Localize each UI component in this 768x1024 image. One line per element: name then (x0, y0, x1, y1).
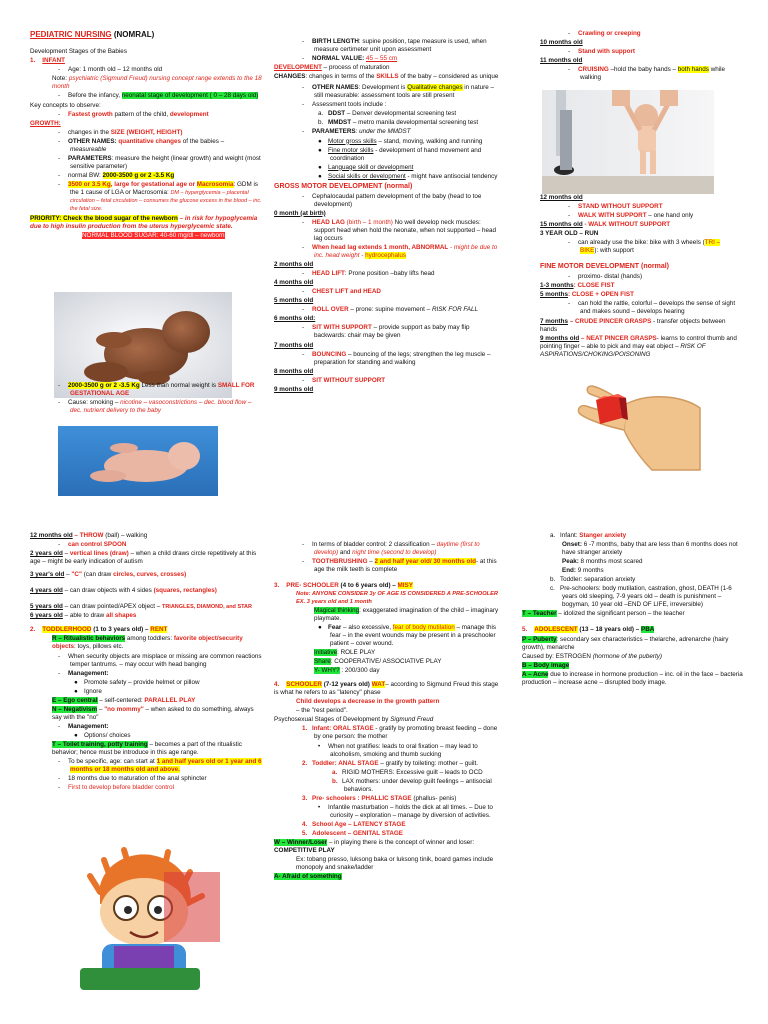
fear-text: – also excessive, (341, 623, 393, 631)
dm-detail: DM – hyperglycemia – placental circulation – fetal circulation – consumes the glucose excess in the blood – inc. the fetal size. (70, 189, 262, 213)
other-names-label: OTHER NAMES (312, 84, 359, 92)
key-concepts: Key concepts to observe: (30, 101, 101, 109)
stand-with-support: Stand with support (578, 48, 636, 56)
options-choices: Options/ choices (84, 731, 131, 739)
column-top-right: - Crawling or creeping 10 months old - Stand with support 11 months old - CRUISING –hold the baby hands – both hands while walking 12 months old - STAND WITHOUT SUPPORT - WALK WITH SUPPORT – one hand only 15 months old - WALK WITHOUT SUPPORT 3 YEAR OLD – RUN - can already use the bike: bike with 3 wheels (TRI – BIKE): with support FINE MOTOR DEVELOPMENT (normal) - proximo- distal (hands) 1-3 months: CLOSE FIST 5 months: CLOSE + OPEN FIST - can hold the rattle, colorful – develops the sense of sight and makes sound – develops hearing 7 months – CRUDE PINCER GRASPS - transfer objects between hands 9 months old – NEAT PINCER GRASPS- learns to control thumb and pointing finger – able to pick and may eat object – RISK OF ASPIRATIONS/CHOKING/POISONING (540, 30, 740, 380)
r-letter: R (52, 635, 57, 643)
infantile-masturbation: Infantile masturbation – holds the dick at all times. – Due to curiosity – exploration – manage by diversion of activities. (328, 803, 493, 819)
age-10-months: 10 months old (540, 39, 583, 47)
night-time: night time (second to develop) (352, 549, 437, 557)
sga-label: SMALL FOR GESTATIONAL AGE (70, 382, 255, 398)
column-bottom-right (522, 532, 744, 762)
throw-text: (ball) – walking (103, 532, 148, 539)
head-lift-label: HEAD LIFT (312, 270, 345, 278)
parameters-label: PARAMETERS (312, 128, 356, 136)
toilet-training: T – Toilet training, potty training (52, 740, 148, 748)
toys-pillows: : toys, pillows etc. (74, 643, 124, 651)
normal-bw-value: 2000-3500 g or 2 -3.5 Kg (102, 171, 175, 179)
other-names-text: of the babies – (181, 137, 225, 145)
e-letter: E (52, 696, 57, 704)
age-4-years: 4 years old (30, 587, 63, 595)
fear-manage: – manage this fear – in the event wounds may be present in a preschooler patient – cover wound. (330, 623, 497, 648)
all-shapes: all shapes (105, 612, 137, 620)
neat-pincer: – NEAT PINCER GRASPS (579, 334, 657, 342)
list-letter: b. (332, 777, 338, 785)
ignore: Ignore (84, 687, 102, 695)
no-mommy: "no mommy" (104, 705, 144, 713)
specific-age: To be specific, age: can start at (68, 758, 157, 766)
games-example: Ex: tobang presso, luksong baka or luksong tinik, board games include monopoly and snake/ladder (296, 856, 494, 872)
normal-value-label: NORMAL VALUE: (312, 55, 366, 63)
social-skill-text: - might have antisocial tendency (405, 172, 498, 180)
rattle-text: can hold the rattle, colorful – develops the sense of sight and makes sound – develops hearing (578, 300, 736, 316)
adolescent-range: (13 – 18 years old) – (577, 626, 642, 634)
crude-pincer: – CRUDE PINCER GRASPS (568, 317, 652, 325)
neat-pincer-text: - learns to control thumb and pointing finger – able to pick and may eat object – (540, 334, 737, 350)
list-number: 3. (274, 582, 280, 590)
sit-with-support-text: – provide support as baby may flip backwards: chair may be given (314, 324, 470, 340)
growth-heading: GROWTH: (30, 119, 61, 127)
list-number: 2. (30, 626, 36, 634)
dash: – (64, 571, 72, 579)
ddst-label: DDST (328, 110, 346, 118)
assessment-tools: Assessment tools include : (312, 101, 387, 109)
bouncing-text: – bouncing of the legs; strengthen the leg muscle – preparation for standing and walking (314, 350, 491, 366)
magical-thinking: Magical thinking (314, 606, 360, 614)
teacher-label: T – Teacher (522, 610, 557, 618)
changes-text: changes in the (68, 128, 111, 136)
fine-motor-label: Fine motor skills (328, 146, 374, 154)
age-8-months: 8 months old (274, 367, 314, 375)
separation-anxiety: Toddler: separation anxiety (560, 576, 636, 584)
growth-decrease: Child develops a decrease in the growth pattern (296, 698, 440, 706)
dash: – (62, 550, 70, 558)
priority-text: – in risk for hypoglycemia due to high insulin production from the uterus hyperglycemic state. (30, 215, 258, 231)
normal-value: 45 – 55 cm (366, 55, 398, 63)
motor-gross-label: Motor gross skills (328, 137, 377, 145)
cause-label: Cause: smoking – (68, 399, 121, 407)
throw-label: – THROW (72, 532, 104, 539)
age-5-years: 5 years old (30, 603, 63, 611)
newborn-small-image (58, 426, 218, 496)
bike-text: can already use the bike: bike with 3 wheels ( (578, 239, 705, 247)
genital-stage: Adolescent – GENITAL STAGE (312, 830, 403, 837)
measureable: measureable (70, 145, 107, 153)
triangles: TRIANGLES, DIAMOND, and STAR (161, 604, 253, 611)
puberty-label: Puberty (533, 635, 557, 643)
rest-period: – the "rest period". (296, 707, 348, 715)
acne-text: due to increase in hormone production – inc. oil in the face – bacteria production – increase acne – disrupted body image. (522, 670, 743, 686)
stranger-anxiety: Stanger anxiety (579, 532, 627, 539)
misy-label: MISY (397, 582, 413, 590)
parameters-text: : measure the height (linear growth) and weight (most sensitive parameter) (70, 154, 261, 170)
list-number: 1. (302, 725, 308, 733)
fastest-text: pattern of the child, (112, 110, 170, 118)
four-sides: – can draw objects with 4 sides (62, 587, 154, 595)
crude-pincer-text: - transfer objects between hands (540, 317, 726, 333)
onset-text: 6 -7 months, baby that are less than 6 months does not have stranger anxiety (562, 541, 738, 557)
squares: (squares, rectangles) (153, 587, 217, 595)
vertical-lines: vertical lines (draw) (69, 550, 129, 558)
parameters-text: : under the MMDST (355, 128, 411, 136)
schooler-heading: SCHOOLER (286, 681, 322, 689)
cause-text: nicotine – vasoconstrictions – dec. blood flow – dec. nutrient delivery to the baby (70, 399, 252, 415)
small-weight: 2000-3500 g or 2 -3.5 Kg (68, 382, 140, 389)
cruising-text: –hold the baby hands – (608, 66, 678, 74)
age-15-months: 15 months old (540, 221, 583, 229)
other-names-label: OTHER NAMES: (68, 137, 119, 145)
development-heading: DEVELOPMENT (274, 64, 322, 72)
hydrocephalus: hydrocephalus (365, 252, 407, 260)
toddlerhood-heading: TODDLERHOOD (42, 626, 92, 634)
list-letter: c. (550, 585, 555, 593)
teacher-text: – idolized the significant person – the teacher (556, 610, 685, 618)
age-range: Age: 1 month old – 12 months old (68, 66, 163, 74)
language-skill: Language skill or development (328, 163, 414, 171)
baby-cruising-image (542, 90, 714, 194)
changes-text: : changes in terms of the (305, 73, 377, 81)
dash: – (97, 705, 105, 713)
size-label: SIZE (110, 128, 125, 136)
age-6-months: 6 months old: (274, 315, 316, 323)
normal-bw-label: normal BW: (68, 171, 103, 179)
other-names-text: : Development is (358, 84, 408, 92)
tri-bike: TRI – BIKE (580, 239, 721, 255)
security-objects-text: When security objects are misplace or missing are common reactions temper tantrums. – may occur with head banging (68, 652, 262, 668)
freud-name: Sigmund Freud (390, 716, 434, 724)
doc-title: PEDIATRIC NURSING (30, 30, 112, 39)
bouncing-label: BOUNCING (312, 350, 347, 358)
milk-teeth: - at this age the milk teeth is complete (314, 558, 497, 574)
onset-label: Onset: (562, 541, 582, 549)
peak-text: 8 months most scared (578, 558, 643, 566)
list-number: 1. (30, 57, 36, 65)
daytime: daytime (first to develop) (314, 541, 480, 557)
circles-curves: circles, curves, crosses) (113, 571, 187, 579)
dash: – (526, 635, 534, 643)
normal-blood-sugar: NORMAL BLOOD SUGAR: 40-60 mg/dl – newborn (82, 232, 225, 240)
oral-stage: Infant: ORAL STAGE (312, 725, 374, 733)
list-letter: a. (550, 532, 556, 539)
age-3-years: 3 year's old (30, 571, 65, 579)
head-lift-text: : Prone position –baby lifts head (344, 270, 435, 278)
negativism-text: – when asked to do something, always say with the "no" (52, 705, 254, 721)
macrosomia: Macrosomia (196, 180, 234, 188)
column-top-left: PEDIATRIC NURSING (NOMRAL) Development Stages of the Babies 1. INFANT - Age: 1 month old – 12 months old Note: psychiatric (Sigmund Freud) nursing concept range extends to the 18 month - Before the infancy, neonatal stage of development ( 0 – 28 days old) Key concepts to observe: - Fastest growth pattern of the child, development GROWTH: - changes in the SIZE (WEIGHT, HEIGHT) - OTHER NAMES: quantitative changes of the babies – measureable - PARAMETERS: measure the height (linear growth) and weight (most sensitive parameter) - normal BW: 2000-3500 g or 2 -3.5 Kg - 3500 or 3.5 Kg, large for gestational age or Macrosomia: GDM is the 1 cause of LGA or Macrosomia: DM – hyperglycemia – placental circulation – fetal circulation – consumes the glucose excess in the blood – inc. the fetal size. PRIORITY: Check the blood sugar of the newborn – in risk for hypoglycemia due to high insulin production from the uterus hyperglycemic state. NORMAL BLOOD SUGAR: 40-60 mg/dl – newborn (30, 30, 262, 430)
changes-text-end: of the baby – considered as unique (398, 73, 499, 81)
ritualistic-text: among toddlers: (125, 635, 174, 643)
roll-over-text: – prone: supine movement – (348, 306, 432, 314)
draw-text: – able to draw (62, 612, 106, 620)
puberty-text: : secondary sex characteristics – thelarche, adrenarche (hairy growth), menarche (522, 635, 729, 651)
walk-without-support: - WALK WITHOUT SUPPORT (582, 221, 671, 229)
head-lag-range: (birth – 1 month) (344, 218, 393, 226)
list-number: 3. (302, 794, 308, 802)
toilet-text: – becomes a part of the ritualistic behavior; hence must be introduce in this age range. (52, 740, 242, 757)
list-letter: b. (550, 576, 556, 584)
motor-gross-text: – stand, moving, walking and running (376, 137, 483, 145)
proximo-distal: proximo- distal (hands) (578, 273, 643, 281)
ritualistic-label: Ritualistic behaviors (63, 635, 126, 643)
list-letter: a. (318, 110, 324, 118)
management-label: Management: (68, 669, 109, 677)
sit-with-support-label: SIT WITH SUPPORT (312, 324, 372, 332)
preschool-fears: Pre-schoolers: body mutilation, castration, ghost, DEATH (1-6 years old sleeping, 7-9 years old – death is punishment – bogyman, 10 year old –END OF LIFE, irreversible) (560, 585, 732, 609)
birth-length-label: BIRTH LENGTH (312, 38, 359, 45)
changes-label: CHANGES (274, 73, 306, 81)
latency-text: – according to Sigmund Freud this stage is what he refers to as "latency" phase (274, 681, 499, 697)
age-1-3-months: 1-3 months (540, 282, 574, 290)
head-lag-label: HEAD LAG (312, 218, 345, 226)
bladder-text: In terms of bladder control: 2 classification – (312, 541, 437, 548)
gross-motor-heading: GROSS MOTOR DEVELOPMENT (normal) (274, 182, 413, 190)
list-number: 5. (302, 830, 308, 837)
close-fist: : CLOSE FIST (573, 282, 615, 290)
why: Y- WHY? (314, 667, 340, 675)
fastest-dev: development (169, 110, 209, 118)
magical-thinking-text: : exaggerated imagination of the child – imaginary playmate. (314, 606, 499, 622)
age-7-months: 7 months old (274, 341, 314, 349)
role-play: : ROLE PLAY (337, 649, 376, 657)
subtitle: Development Stages of the Babies (30, 48, 127, 56)
peak-label: Peak: (562, 558, 579, 566)
cruising-label: CRUISING (578, 66, 609, 74)
psychosexual-label: Psychosexual Stages of Development by (274, 716, 391, 724)
bike-end: ): with support (594, 247, 634, 255)
age-4-months: 4 months old (274, 279, 314, 287)
development-text: – process of maturation (321, 64, 390, 72)
fine-motor-text: - development of hand movement and coordination (330, 146, 482, 162)
dash: – (56, 635, 64, 643)
neonatal-highlight: neonatal stage of development ( 0 – 28 days old) (121, 92, 259, 100)
age-7-months: 7 months (540, 317, 568, 325)
self-centered: – self-centered: (97, 696, 145, 704)
stand-without-support: STAND WITHOUT SUPPORT (578, 203, 663, 211)
list-number: 2. (302, 759, 308, 767)
pincer-grasp-image (566, 374, 706, 474)
end-text: 9 months (576, 567, 604, 575)
roll-over-label: ROLL OVER (312, 306, 349, 314)
oral-fixation: When not gratifies: leads to oral fixation – may lead to alcoholism, smoking and thumb sucking (328, 742, 478, 758)
skills-label: SKILLS (376, 73, 399, 81)
competitive-play: COMPETITIVE PLAY (274, 847, 335, 855)
gdm-text: : GDM is the 1 cause of LGA or Macrosomia: (70, 180, 259, 196)
infant-label: Infant: (560, 532, 580, 539)
list-letter: a. (332, 768, 338, 776)
phallic-text: (phallus- penis) (411, 794, 457, 802)
neonatal-text: Before the infancy, (68, 92, 122, 100)
age-12-months: 12 months old (540, 194, 583, 201)
negativism: – Negativism (56, 705, 98, 713)
column-top-middle: - BIRTH LENGTH: supine position, tape measure is used, when measure certimeter unit upon assessment - NORMAL VALUE: 45 – 55 cm DEVELOPMENT – process of maturation CHANGES: changes in terms of the SKILLS of the baby – considered as unique - OTHER NAMES: Development is Qualitative changes in nature – still measurable: assessment tools are still present - Assessment tools include : a. DDST – Denver developmental screening test b. MMDST – metro manila developmental screening test - PARAMETERS: under the MMDST ● Motor gross skills – stand, moving, walking and running ● Fine motor skills - development of hand movement and coordination ● Language skill or development ● Social skills or development - might have antisocial tendency GROSS MOTOR DEVELOPMENT (normal) - Cephalocaudal pattern development of the baby (head to toe development) 0 month (at birth) - HEAD LAG (birth – 1 month) No well develop neck muscles: support head when hold the neonate, when not supported – head lag occurs - When head lag extends 1 month, ABNORMAL - might be due to inc. head weight - hydrocephalus 2 months old - HEAD LIFT: Prone position –baby lifts head 4 months old - CHEST LIFT and HEAD 5 months old - ROLL OVER – prone: supine movement – RISK FOR FALL 6 months old: - SIT WITH SUPPORT – provide support as baby may flip backwards: chair may be given 7 months old - BOUNCING – bouncing of the legs; strengthen the leg muscle – preparation for standing and walking 8 months old - SIT WITHOUT SUPPORT 9 months old (274, 38, 502, 478)
winner-text: – in playing there is the concept of winner and loser: (327, 839, 475, 847)
abnormal-text: - might be due to inc. head weight - (314, 243, 498, 260)
birth-length-text: : supine position, tape measure is used, when measure certimeter unit upon assessment (314, 38, 487, 54)
why-text: : 200/300 day (339, 667, 380, 675)
hormone-text: (hormone of the puberty) (592, 652, 663, 660)
other-names-end: in nature – still measurable: assessment tools are still present (314, 84, 495, 100)
acne-label: A – Acne (522, 670, 549, 678)
ego-central: – Ego central (56, 696, 98, 704)
close-open-fist: : CLOSE + OPEN FIST (568, 291, 634, 299)
caused-by: Caused by: ESTROGEN (522, 652, 593, 660)
age-5-months: 5 months (540, 291, 568, 299)
column-bottom-middle: - In terms of bladder control: 2 classification – daytime (first to develop) and night time (second to develop) - TOOTHBRUSHING – 2 and half year old/ 30 months old- at this age the milk teeth is complete 3. PRE- SCHOOLER (4 to 6 years old) – MISY Note: ANYONE CONSIDER 3y OF AGE IS CONSIDERED A PRE-SCHOOLER EX. 3 years old and 1 month Magical thinking: exaggerated imagination of the child – imaginary playmate. ● Fear – also excessive, fear of body mutilation – manage this fear – in the event wounds may be present in a preschooler patient – cover wound. Initiative: ROLE PLAY Share: COOPERATIVE/ ASSOCIATIVE PLAY Y- WHY? : 200/300 day 4. SCHOOLER (7-12 years old) WAT– according to Sigmund Freud this stage is what he refers to as "latency" phase Child develops a decrease in the growth pattern – the "rest period". Psychosexual Stages of Development by Sigmund Freud 1. Infant: ORAL STAGE - gratify by promoting breast feeding – done by one person: the mother • When not gratifies: leads to oral fixation – may lead to alcoholism, smoking and thumb sucking 2. Toddler: ANAL STAGE – gratify by toileting: mother – guilt. a. RIGID MOTHERS: Excessive guilt – leads to OCD b. LAX mothers: under develop guilt feelings – antisocial behaviors. 3. Pre- schoolers : PHALLIC STAGE (phallus- penis) • Infantile masturbation – holds the dick at all times. – Due to curiosity – exploration – manage by diversion of activities. 4. School Age – LATENCY STAGE 5. Adolescent – GENITAL STAGE W – Winner/Loser – in playing there is the concept of winner and loser: COMPETITIVE PLAY Ex: tobang presso, luksong baka or luksong tinik, board games include monopoly and snake/ladder A- Afraid of something (274, 541, 499, 881)
oral-stage-text: - gratify by promoting breast feeding – done by one person: the mother (314, 725, 498, 741)
share: Share (314, 658, 331, 666)
small-text: Less than normal weight is (139, 382, 218, 389)
qualitative-changes: Qualitative changes (407, 84, 463, 92)
head-lag-text: No well develop neck muscles: support head when hold the neonate, when not supported – head lag occurs (314, 218, 497, 242)
both-hands: both hands (677, 66, 709, 74)
list-letter: b. (318, 119, 324, 127)
specific-age-value: 1 and half years old or 1 year and 6 months or 18 months old and above. (70, 758, 262, 774)
can-draw: (can draw (81, 571, 114, 579)
management-label-2: Management: (68, 722, 109, 730)
lax-mothers: LAX mothers: under develop guilt feelings – antisocial behaviors. (342, 777, 492, 793)
pba-label: PBA (641, 626, 655, 634)
rent-label: RENT (150, 626, 168, 634)
list-number: 4. (302, 820, 308, 828)
autism-text: – when a child draws circle repetitively at this age – might be early indication of autism (30, 550, 257, 566)
heading-infant: INFANT (42, 57, 66, 65)
letter-c: "C" (71, 571, 82, 579)
age-9-months: 9 months old (540, 334, 580, 342)
large-weight: 3500 or 3.5 Kg (68, 180, 111, 188)
social-skill-label: Social skills or development (328, 172, 406, 180)
cruising-end: while walking (580, 66, 726, 82)
large-text: , large for gestational age or (110, 180, 197, 188)
toothbrushing: TOOTHBRUSHING (312, 558, 368, 566)
toddler-cartoon-image (60, 846, 220, 994)
security-objects: favorite object/security objects (52, 635, 243, 651)
age-6-years: 6 years old (30, 612, 63, 620)
mmdst-text: – metro manila developmental screening test (351, 119, 479, 127)
risk-for-fall: RISK FOR FALL (431, 306, 479, 314)
parameters-label: PARAMETERS (68, 154, 112, 162)
initiative: Initiative (314, 649, 338, 657)
aspiration-risk: RISK OF ASPIRATIONS/CHOKING/POISONING (540, 342, 706, 358)
pre-schooler-range: (4 to 6 years old) – (338, 582, 398, 590)
schooler-range: (7-12 years old) (321, 681, 372, 689)
wat-label: WAT (371, 681, 386, 689)
toddlerhood-range: (1 to 3 years old) – (91, 626, 151, 634)
and-text: and (338, 549, 353, 557)
n-letter: N (52, 705, 57, 713)
age-5-months: 5 months old (274, 297, 314, 305)
cephalocaudal-text: Cephalocaudal pattern development of the baby (head to toe development) (312, 192, 482, 208)
p-letter: P (522, 635, 527, 643)
pre-schooler-heading: PRE- SCHOOLER (286, 582, 339, 590)
note-text: psychiatric (Sigmund Freud) nursing concept range extends to the 18 month (52, 75, 262, 91)
walk-with-support-text: – one hand only (646, 212, 694, 220)
age-2-years: 2 years old (30, 550, 63, 558)
pre-schooler-note: Note: ANYONE CONSIDER 3y OF AGE IS CONSIDERED A PRE-SCHOOLER EX. 3 years old and 1 month (296, 591, 499, 605)
promote-safety: Promote safety – provide helmet or pillow (84, 678, 200, 686)
chest-lift: CHEST LIFT and HEAD (312, 288, 381, 296)
age-9-months: 9 months old (274, 385, 314, 393)
anal-sphincter: 18 months due to maturation of the anal sphincter (68, 775, 207, 783)
latency-stage: School Age – LATENCY STAGE (312, 820, 406, 828)
body-mutilation: fear of body mutilation (392, 623, 455, 631)
afraid-of-something: A- Afraid of something (274, 873, 342, 881)
age-12-months-throw: 12 months old (30, 532, 73, 539)
size-detail: (WEIGHT, HEIGHT) (124, 128, 183, 136)
quantitative-label: quantitative changes (118, 137, 182, 145)
note-label: Note: (52, 75, 69, 83)
column-bottom-left: 12 months old – THROW (ball) – walking - can control SPOON 2 years old – vertical lines (draw) – when a child draws circle repetitively at this age – might be early indication of autism 3 year's old – "C" (can draw circles, curves, crosses) 4 years old – can draw objects with 4 sides (squares, rectangles) 5 years old – can draw pointed/APEX object – TRIANGLES, DIAMOND, and STAR 6 years old – able to draw all shapes 2. TODDLERHOOD (1 to 3 years old) – RENT R – Ritualistic behaviors among toddlers: favorite object/security objects: toys, pillows etc. - When security objects are misplace or missing are common reactions temper tantrums. – may occur with head banging - Management: ● Promote safety – provide helmet or pillow ● Ignore E – Ego central – self-centered: PARALLEL PLAY N – Negativism – "no mommy" – when asked to do something, always say with the "no" - Management: ● Options/ choices T – Toilet training, potty training – becomes a part of the ritualistic behavior; hence must be introduce in this age range. - To be specific, age: can start at 1 and half years old or 1 year and 6 months or 18 months old and above. - 18 months due to maturation of the anal sphincter - First to develop before bladder control (30, 532, 262, 792)
mmdst-label: MMDST (328, 119, 352, 127)
body-image: B – Body image (522, 661, 570, 669)
anal-stage: Toddler: ANAL STAGE (312, 759, 379, 767)
age-0-months: 0 month (at birth) (274, 209, 326, 217)
priority-label: PRIORITY: Check the blood sugar of the newborn (30, 215, 178, 223)
toothbrushing-age: 2 and half year old/ 30 months old (374, 558, 477, 566)
fine-motor-heading: FINE MOTOR DEVELOPMENT (normal) (540, 263, 669, 271)
list-number: 4. (274, 681, 280, 689)
phallic-stage: Pre- schoolers : PHALLIC STAGE (312, 794, 412, 802)
walk-with-support-label: WALK WITH SUPPORT (578, 212, 647, 220)
winner-loser: W – Winner/Loser (274, 839, 328, 847)
end-label: End: (562, 567, 576, 575)
pointed-text: – can draw pointed/APEX object – (62, 603, 162, 611)
age-2-months: 2 months old (274, 261, 314, 269)
fear-label: Fear (328, 623, 342, 631)
control-spoon: can control SPOON (68, 541, 127, 549)
list-number: 5. (522, 626, 528, 634)
parallel-play: PARALLEL PLAY (144, 696, 196, 704)
ddst-text: – Denver developmental screening test (345, 110, 457, 118)
abnormal-label: When head lag extends 1 month, ABNORMAL (312, 243, 449, 251)
anal-stage-text: – gratify by toileting: mother – guilt. (378, 759, 478, 767)
adolescent-heading: ADOLESCENT (534, 626, 578, 634)
age-11-months: 11 months old (540, 57, 583, 65)
fastest-label: Fastest growth (68, 110, 113, 118)
crawling: Crawling or creeping (578, 30, 641, 37)
doc-title-suffix: (NOMRAL) (111, 30, 155, 39)
cooperative-play: : COOPERATIVE/ ASSOCIATIVE PLAY (330, 658, 442, 666)
column-top-left-lower: - 2000-3500 g or 2 -3.5 Kg Less than normal weight is SMALL FOR GESTATIONAL AGE - Cause: smoking – nicotine – vasoconstrictions – dec. blood flow – dec. nutrient delivery to the baby (30, 382, 262, 502)
age-3-years-run: 3 YEAR OLD – RUN (540, 230, 599, 238)
sit-without-support: SIT WITHOUT SUPPORT (312, 376, 386, 384)
dash: – (367, 558, 375, 566)
rigid-mothers: RIGID MOTHERS: Excessive guilt – leads to OCD (342, 768, 483, 776)
bladder-control-first: First to develop before bladder control (68, 784, 175, 792)
